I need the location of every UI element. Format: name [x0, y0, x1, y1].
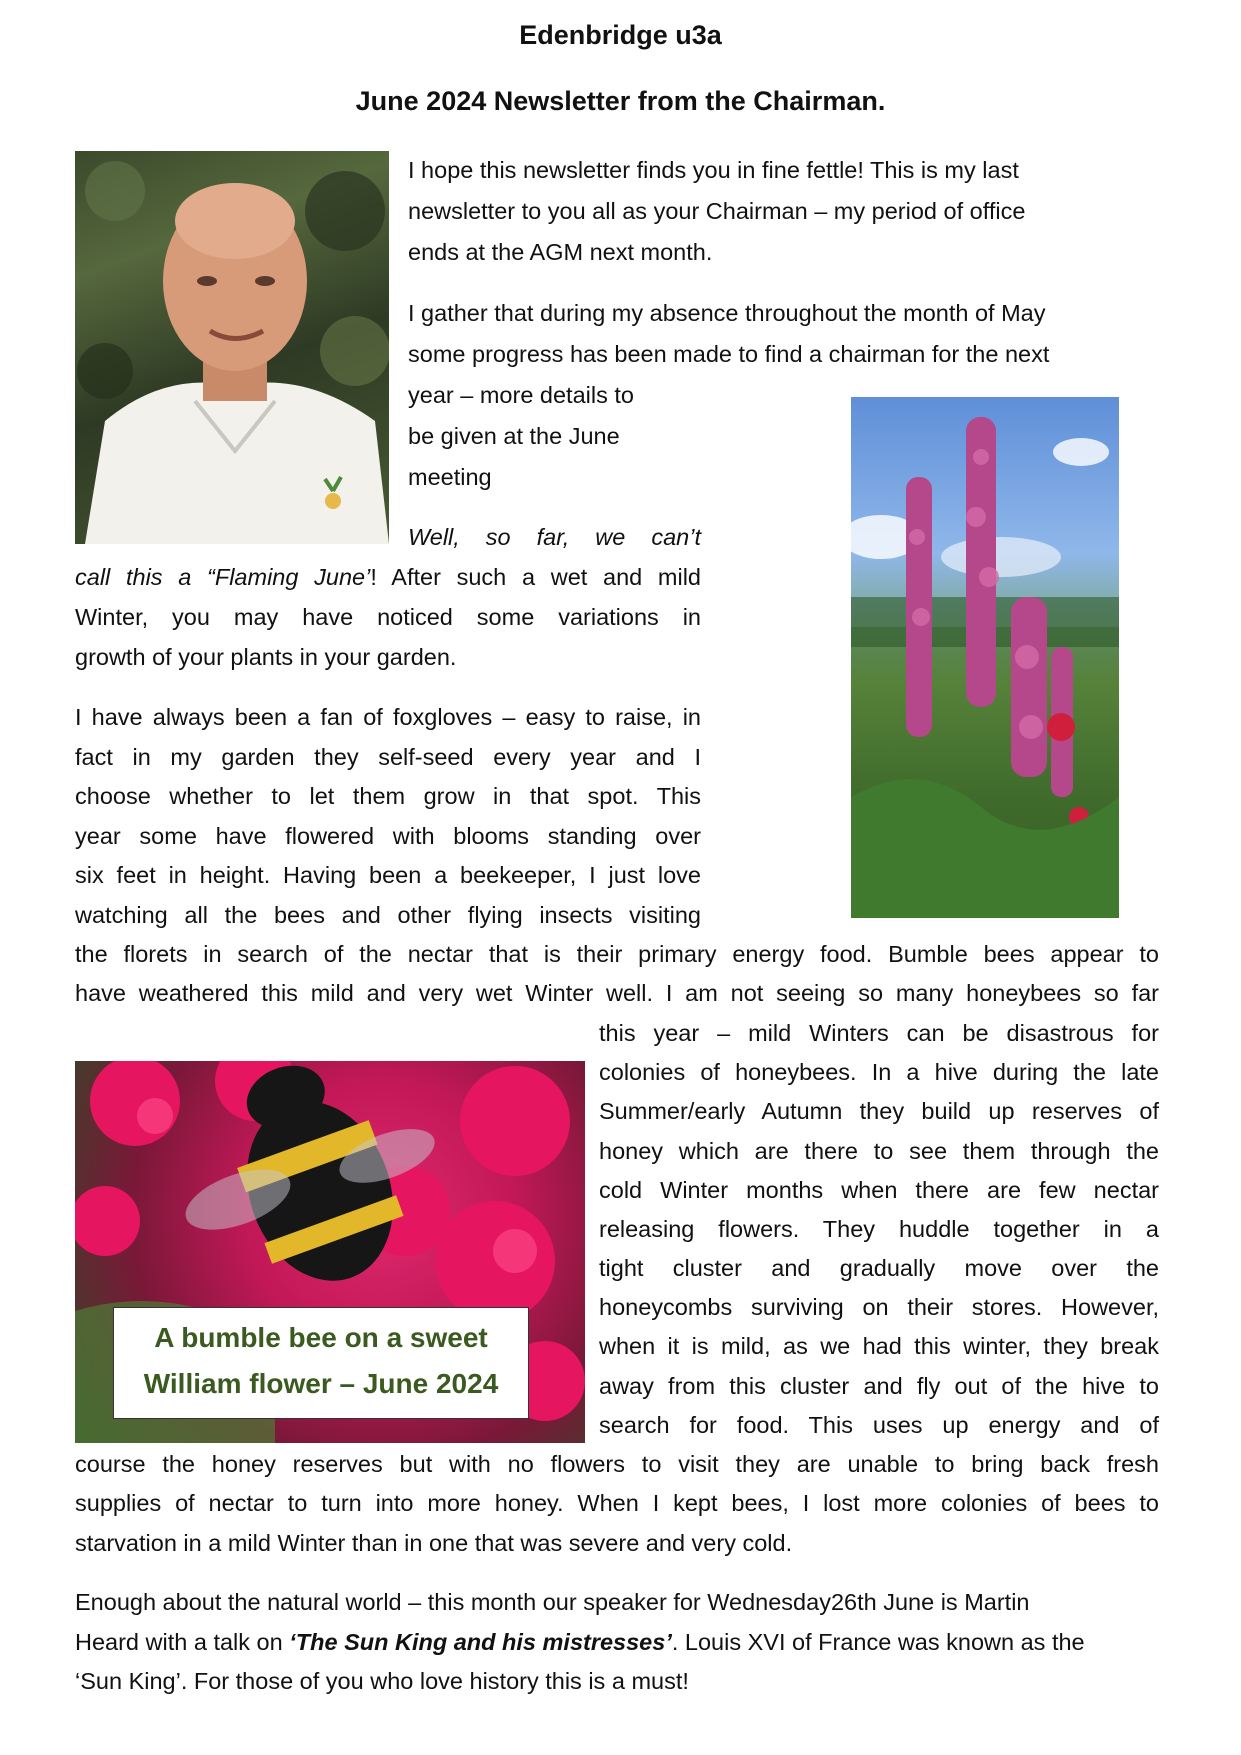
paragraph-4-line: when it is mild, as we had this winter, they break	[599, 1333, 1159, 1359]
caption-line-2: William flower – June 2024	[143, 1368, 499, 1399]
organisation-name: Edenbridge u3a	[519, 20, 722, 50]
paragraph-1-line: ends at the AGM next month.	[408, 239, 713, 265]
paragraph-4-line: six feet in height. Having been a beekeeper, I just love	[75, 862, 701, 888]
paragraph-2-line: be given at the June	[408, 423, 620, 449]
paragraph-2-line: some progress has been made to find a chairman for the next	[408, 341, 1050, 367]
paragraph-1-line: I hope this newsletter finds you in fine fettle! This is my last	[408, 157, 1019, 183]
paragraph-4-line: this year – mild Winters can be disastrous for	[599, 1020, 1159, 1046]
foxgloves-image	[851, 397, 1119, 918]
paragraph-4-line: fact in my garden they self-seed every year and I	[75, 744, 701, 770]
paragraph-3-line	[75, 562, 701, 592]
paragraph-4-line: year some have flowered with blooms standing over	[75, 823, 701, 849]
paragraph-5-text: . Louis XVI of France was known as the	[671, 1629, 1085, 1655]
paragraph-4-line: I have always been a fan of foxgloves – easy to raise, in	[75, 704, 701, 730]
bee-image-caption	[113, 1307, 529, 1419]
paragraph-4-line: Summer/early Autumn they build up reserves of	[599, 1098, 1159, 1124]
paragraph-5-text: Heard with a talk on	[75, 1629, 290, 1655]
paragraph-4-line: honey which are there to see them through the	[599, 1138, 1159, 1164]
paragraph-4-line: have weathered this mild and very wet Winter well. I am not seeing so many honeybees so far	[75, 980, 1159, 1006]
paragraph-3-line: growth of your plants in your garden.	[75, 644, 457, 670]
talk-title: ‘The Sun King and his mistresses’	[289, 1629, 672, 1655]
paragraph-4-line: the florets in search of the nectar that is their primary energy food. Bumble bees appear to	[75, 941, 1159, 967]
paragraph-5-line: Enough about the natural world – this month our speaker for Wednesday26th June is Martin	[75, 1589, 1030, 1615]
paragraph-4-line: search for food. This uses up energy and of	[599, 1412, 1159, 1438]
newsletter-title: June 2024 Newsletter from the Chairman.	[355, 86, 886, 116]
paragraph-4-line: supplies of nectar to turn into more honey. When I kept bees, I lost more colonies of bees to	[75, 1490, 1159, 1516]
paragraph-3-line: Well, so far, we can’t	[408, 524, 701, 550]
paragraph-3-text: ! After such a wet and mild	[370, 564, 702, 590]
paragraph-5-line: ‘Sun King’. For those of you who love history this is a must!	[75, 1668, 689, 1694]
paragraph-4-line: releasing flowers. They huddle together in a	[599, 1216, 1159, 1242]
paragraph-1-line: newsletter to you all as your Chairman – my period of office	[408, 198, 1026, 224]
paragraph-4-line: honeycombs surviving on their stores. However,	[599, 1294, 1159, 1320]
paragraph-4-line: choose whether to let them grow in that spot. This	[75, 783, 701, 809]
caption-line-1: A bumble bee on a sweet	[154, 1322, 488, 1353]
paragraph-5-line	[75, 1627, 1085, 1657]
paragraph-4-line: tight cluster and gradually move over the	[599, 1255, 1159, 1281]
paragraph-3-line: Winter, you may have noticed some variations in	[75, 604, 701, 630]
paragraph-4-line: starvation in a mild Winter than in one that was severe and very cold.	[75, 1530, 793, 1556]
flaming-june-quote: call this a “Flaming June’	[75, 564, 371, 590]
paragraph-2-line: I gather that during my absence throughout the month of May	[408, 300, 1046, 326]
paragraph-4-line: watching all the bees and other flying insects visiting	[75, 902, 701, 928]
paragraph-2-line: meeting	[408, 464, 492, 490]
paragraph-4-line: away from this cluster and fly out of the hive to	[599, 1373, 1159, 1399]
paragraph-2-line: year – more details to	[408, 382, 634, 408]
chairman-portrait-image	[75, 151, 389, 544]
paragraph-4-line: colonies of honeybees. In a hive during the late	[599, 1059, 1159, 1085]
paragraph-4-line: cold Winter months when there are few nectar	[599, 1177, 1159, 1203]
paragraph-4-line: course the honey reserves but with no flowers to visit they are unable to bring back fresh	[75, 1451, 1159, 1477]
